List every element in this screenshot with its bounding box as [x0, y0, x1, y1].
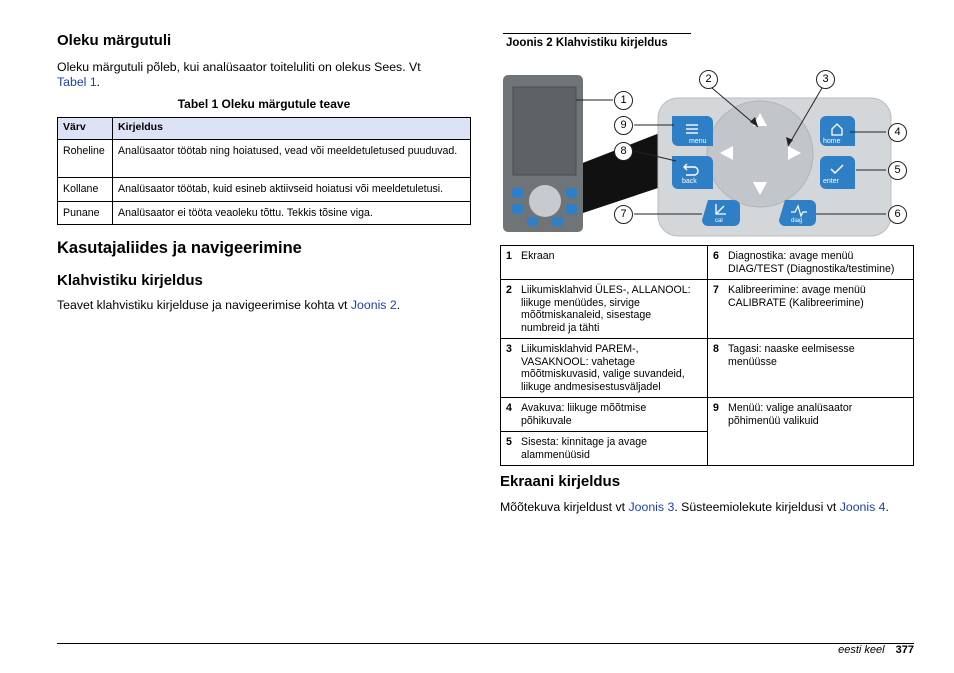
status-light-text-end: .: [96, 75, 101, 89]
chapter-title: Kasutajaliides ja navigeerimine: [57, 239, 302, 257]
table-cell-color: Roheline: [58, 140, 113, 178]
footer-rule: [57, 643, 914, 644]
legend-number: 3: [506, 343, 512, 355]
figure-legend-table: [500, 245, 914, 466]
legend-cell: [501, 339, 708, 398]
keypad-text-end: .: [396, 298, 401, 312]
table-row: [501, 398, 914, 432]
screen-text-c: .: [885, 500, 889, 514]
table-row: [58, 202, 471, 225]
callout-3: 3: [816, 70, 835, 89]
table-cell-color: Kollane: [58, 178, 113, 202]
keypad-figure: [500, 64, 914, 242]
legend-number: 9: [713, 402, 719, 414]
figure2-link[interactable]: Joonis 2: [350, 298, 397, 312]
device-screen: [513, 87, 576, 175]
figure2-caption: Joonis 2 Klahvistiku kirjeldus: [506, 37, 668, 49]
section-title-status-light: Oleku märgutuli: [57, 32, 172, 49]
callout-4: 4: [888, 123, 907, 142]
legend-cell: [501, 280, 708, 339]
menu-key-label: menu: [689, 138, 707, 145]
device-key-back: [512, 204, 523, 214]
callout-7: 7: [614, 205, 633, 224]
status-light-table: [57, 117, 471, 225]
table-row: [501, 280, 914, 339]
table-cell-color: Punane: [58, 202, 113, 225]
legend-number: 8: [713, 343, 719, 355]
callout-1: 1: [614, 91, 633, 110]
status-light-paragraph: [57, 60, 457, 90]
callout-6: 6: [888, 205, 907, 224]
legend-text: Ekraan: [521, 250, 555, 262]
device-key-cal: [527, 217, 538, 226]
status-light-text: Oleku märgutuli põleb, kui analüsaator toiteluliti on olekus Sees. Vt: [57, 60, 421, 74]
device-key-menu: [512, 188, 523, 198]
screen-text-b: . Süsteemiolekute kirjeldusi vt: [674, 500, 837, 514]
keypad-paragraph: [57, 298, 471, 313]
table-cell-description: Analüsaator ei tööta veaoleku tõttu. Tekkis tõsine viga.: [113, 202, 471, 225]
legend-text: Liikumisklahvid ÜLES-, ALLANOOL: liikuge menüüdes, sirvige mõõtmiskanaleid, sisestage numbreid ja tähti: [521, 284, 691, 334]
legend-number: 6: [713, 250, 719, 262]
section-title-screen: Ekraani kirjeldus: [500, 473, 621, 490]
device-key-enter: [566, 204, 577, 214]
table-header-description: Kirjeldus: [113, 118, 471, 140]
section-title-keypad: Klahvistiku kirjeldus: [57, 272, 203, 289]
legend-cell: [708, 246, 914, 280]
callout-9: 9: [614, 116, 633, 135]
device-key-diag: [552, 217, 563, 226]
legend-cell: [501, 432, 708, 466]
device-nav-ring: [529, 185, 561, 217]
figure3-link[interactable]: Joonis 3: [628, 500, 675, 514]
legend-number: 4: [506, 402, 512, 414]
legend-number: 7: [713, 284, 719, 296]
table-header-color: Värv: [58, 118, 113, 140]
legend-cell: [501, 246, 708, 280]
device-key-home: [566, 188, 577, 198]
table1-caption: Tabel 1 Oleku märgutule teave: [177, 97, 351, 111]
legend-text: Kalibreerimine: avage menüü CALIBRATE (Kalibreerimine): [728, 284, 866, 309]
legend-text: Liikumisklahvid PAREM-, VASAKNOOL: vahetage mõõtmiskuvasid, valige suvandeid, liikuge andmesisestusväljadel: [521, 343, 685, 393]
table-row: [58, 178, 471, 202]
table-row: [501, 246, 914, 280]
legend-cell: [708, 339, 914, 398]
figure-caption-rule: [503, 33, 691, 34]
legend-cell: [501, 398, 708, 432]
table-row: [58, 140, 471, 178]
table-cell-description: Analüsaator töötab ning hoiatused, vead või meeldetuletused puuduvad.: [113, 140, 471, 178]
callout-5: 5: [888, 161, 907, 180]
cal-key-label: cal: [715, 218, 723, 224]
figure4-link[interactable]: Joonis 4: [839, 500, 886, 514]
page-number: 377: [895, 644, 914, 656]
keypad-text: Teavet klahvistiku kirjelduse ja navigeerimise kohta vt: [57, 298, 348, 312]
enter-key-label: enter: [823, 178, 839, 185]
legend-text: Sisesta: kinnitage ja avage alammenüüsid: [521, 436, 648, 461]
screen-text-a: Mõõtekuva kirjeldust vt: [500, 500, 626, 514]
back-key-label: back: [682, 178, 697, 185]
legend-cell: [708, 280, 914, 339]
table-header-row: [58, 118, 471, 140]
legend-number: 2: [506, 284, 512, 296]
legend-text: Avakuva: liikuge mõõtmise põhikuvale: [521, 402, 647, 427]
legend-text: Menüü: valige analüsaator põhimenüü valikuid: [728, 402, 853, 427]
diag-key-label: diag: [791, 218, 803, 224]
callout-2: 2: [699, 70, 718, 89]
callout-8: 8: [614, 142, 633, 161]
table-row: [501, 339, 914, 398]
table-cell-description: Analüsaator töötab, kuid esineb aktiivseid hoiatusi või meeldetuletusi.: [113, 178, 471, 202]
legend-text: Tagasi: naaske eelmisesse menüüsse: [728, 343, 855, 368]
footer-language: eesti keel: [838, 644, 885, 656]
legend-number: 1: [506, 250, 512, 262]
legend-number: 5: [506, 436, 512, 448]
legend-text: Diagnostika: avage menüü DIAG/TEST (Diagnostika/testimine): [728, 250, 895, 275]
legend-cell: [708, 398, 914, 466]
footer: [838, 643, 914, 657]
screen-paragraph: [500, 500, 914, 515]
home-key-label: home: [823, 138, 841, 145]
table1-link[interactable]: Tabel 1: [57, 75, 97, 89]
